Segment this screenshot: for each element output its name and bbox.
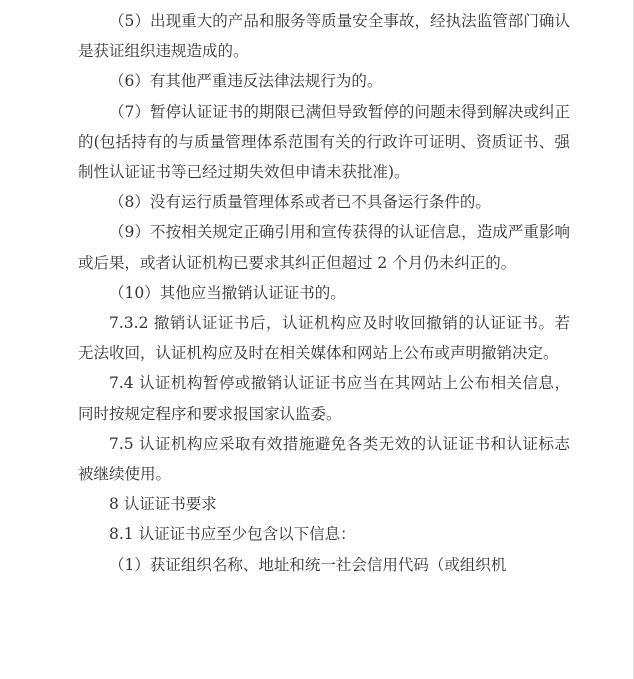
paragraph-item-8-1-1: （1）获证组织名称、地址和统一社会信用代码（或组织机 xyxy=(109,555,507,574)
paragraph-item-7: （7）暂停认证证书的期限已满但导致暂停的问题未得到解决或纠正的(包括持有的与质量管理体系范围有关的行政许可证明、资质证书、强制性认证证书等已经过期失效但申请未获批准)。 xyxy=(78,102,570,182)
paragraph-section-7-3-2: 7.3.2 撤销认证证书后，认证机构应及时收回撤销的认证证书。若无法收回，认证机构应及时在相关媒体和网站上公布或声明撤销决定。 xyxy=(78,314,570,363)
paragraph-item-9: （9）不按相关规定正确引用和宣传获得的认证信息，造成严重影响或后果，或者认证机构已要求其纠正但超过 2 个月仍未纠正的。 xyxy=(78,223,570,272)
document-body xyxy=(78,6,570,580)
paragraph-item-8: （8）没有运行质量管理体系或者已不具备运行条件的。 xyxy=(109,193,491,212)
paragraph-section-7-4: 7.4 认证机构暂停或撤销认证证书应当在其网站上公布相关信息，同时按规定程序和要求报国家认监委。 xyxy=(78,374,570,423)
paragraph-item-6: （6）有其他严重违反法律法规行为的。 xyxy=(109,72,383,91)
paragraph-section-7-5: 7.5 认证机构应采取有效措施避免各类无效的认证证书和认证标志被继续使用。 xyxy=(78,434,570,484)
paragraph-section-8-1: 8.1 认证证书应至少包含以下信息： xyxy=(109,525,356,544)
paragraph-item-5: （5）出现重大的产品和服务等质量安全事故，经执法监管部门确认是获证组织违规造成的。 xyxy=(78,12,570,61)
section-heading-8: 8 认证证书要求 xyxy=(109,495,217,514)
paragraph-item-10: （10）其他应当撤销认证证书的。 xyxy=(109,283,346,302)
